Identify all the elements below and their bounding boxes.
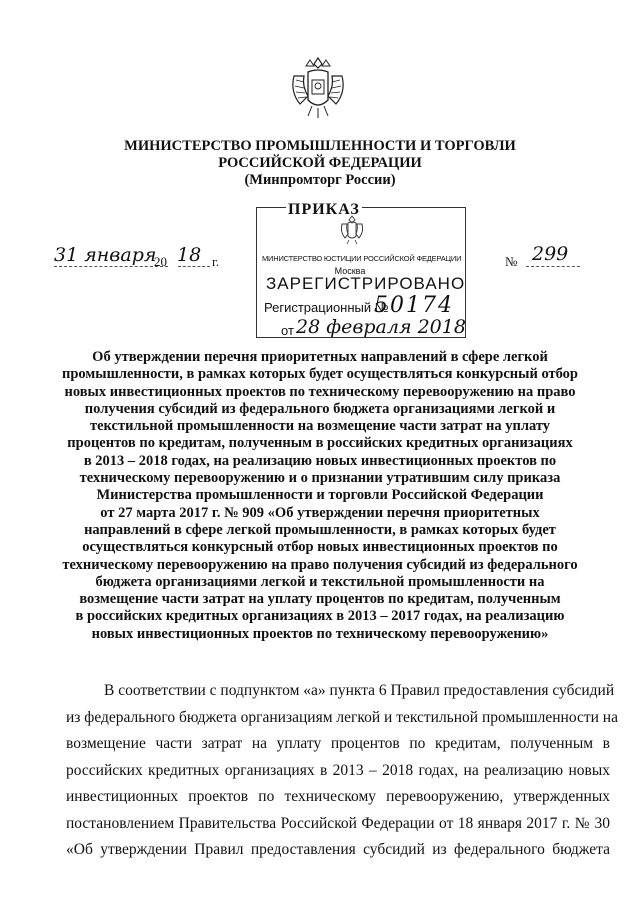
order-heading: ПРИКАЗ bbox=[288, 201, 360, 218]
title-line: возмещение части затрат на уплату процентов по кредитам, полученным bbox=[79, 591, 561, 608]
body-line: российских кредитных организациях в 2013 – 2018 годах, на реализацию новых bbox=[66, 761, 610, 779]
title-line: Об утверждении перечня приоритетных направлений в сфере легкой bbox=[92, 349, 548, 365]
stamp-date-label: от bbox=[281, 323, 294, 338]
stamp-registration-number: 50174 bbox=[374, 293, 454, 318]
ministry-header bbox=[0, 138, 640, 189]
order-year-suffix: г. bbox=[212, 254, 220, 269]
ministry-short-name: (Минпромторг России) bbox=[244, 172, 396, 188]
coat-of-arms-emblem bbox=[286, 52, 350, 122]
body-line: В соответствии с подпунктом «а» пункта 6 Правил предоставления субсидий bbox=[104, 682, 615, 699]
order-date-line bbox=[54, 266, 168, 267]
title-line: направлений в сфере легкой промышленности, в рамках которых будет bbox=[84, 521, 556, 538]
title-line: бюджета организациями легкой и текстильной промышленности на bbox=[95, 573, 545, 590]
title-line: в российских кредитных организациях в 2013 – 2017 годах, на реализацию bbox=[75, 608, 565, 625]
body-line: из федерального бюджета организациям легкой и текстильной промышленности на bbox=[66, 708, 618, 726]
title-line: процентов по кредитам, полученным в российских кредитных организациях bbox=[67, 435, 573, 452]
order-title bbox=[40, 349, 600, 643]
title-line: осуществляться конкурсный отбор новых инвестиционных проектов по bbox=[82, 539, 558, 556]
order-year-line bbox=[178, 266, 210, 267]
stamp-ministry-name: МИНИСТЕРСТВО ЮСТИЦИИ РОССИЙСКОЙ ФЕДЕРАЦИИ bbox=[262, 254, 462, 263]
order-number-label: № bbox=[505, 254, 518, 269]
order-number-line bbox=[526, 266, 580, 267]
title-line: Министерства промышленности и торговли Российской Федерации bbox=[96, 487, 544, 504]
title-line: новых инвестиционных проектов по техническому перевооружению на право bbox=[64, 383, 576, 400]
title-line: в 2013 – 2018 годах, на реализацию новых инвестиционных проектов по bbox=[83, 452, 557, 469]
ministry-name-line-1: МИНИСТЕРСТВО ПРОМЫШЛЕННОСТИ И ТОРГОВЛИ bbox=[124, 138, 516, 154]
body-line: возмещение части затрат на уплату процентов по кредитам, полученным в bbox=[66, 735, 610, 752]
order-number: 299 bbox=[532, 243, 569, 265]
body-line: инвестиционных проектов по техническому перевооружению, утвержденных bbox=[66, 788, 610, 805]
title-line: от 27 марта 2017 г. № 909 «Об утверждении перечня приоритетных bbox=[100, 504, 540, 521]
body-line: постановлением Правительства Российской Федерации от 18 января 2017 г. № 30 bbox=[66, 814, 610, 832]
title-line: новых инвестиционных проектов по техническому перевооружению» bbox=[91, 625, 549, 642]
order-date-handwritten: 31 января bbox=[54, 244, 157, 266]
stamp-city: Москва bbox=[334, 266, 366, 276]
body-line: «Об утверждении Правил предоставления субсидий из федерального бюджета bbox=[66, 841, 610, 858]
title-line: техническому перевооружению и о признании утратившим силу приказа bbox=[79, 470, 561, 487]
title-line: текстильной промышленности на возмещение части затрат на уплату bbox=[89, 418, 551, 435]
ministry-name-line-2: РОССИЙСКОЙ ФЕДЕРАЦИИ bbox=[218, 155, 422, 171]
stamp-registered-label: ЗАРЕГИСТРИРОВАНО bbox=[266, 274, 466, 293]
title-line: техническому перевооружению на право получения субсидий из федерального bbox=[62, 556, 578, 573]
order-body bbox=[66, 678, 618, 864]
stamp-registration-date: 28 февраля 2018 bbox=[296, 316, 466, 338]
stamp-registration-number-label: Регистрационный № bbox=[264, 300, 389, 315]
order-year-handwritten: 18 bbox=[177, 244, 202, 266]
order-year-prefix: 20 bbox=[154, 254, 167, 269]
stamp-emblem-icon bbox=[338, 212, 366, 246]
title-line: промышленности, в рамках которых будет осуществляться конкурсный отбор bbox=[62, 366, 578, 383]
title-line: получения субсидий из федерального бюджета организациями легкой и bbox=[84, 400, 556, 417]
